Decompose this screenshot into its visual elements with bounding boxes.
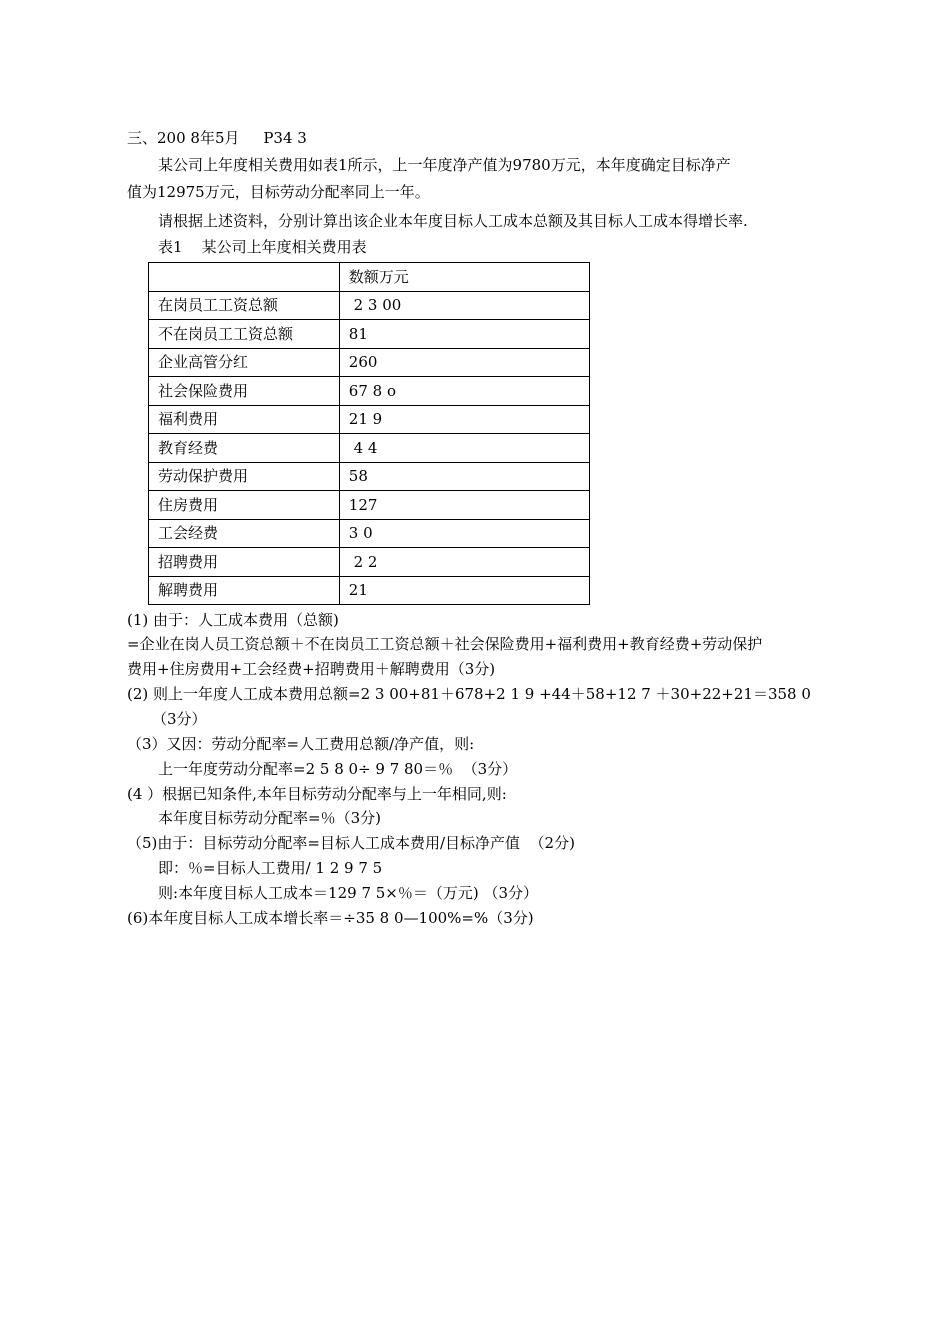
table-cell-item: 教育经费 — [149, 434, 340, 463]
table-cell-amount: 4 4 — [339, 434, 589, 463]
solution-step-1-line-3: 费用+住房费用+工会经费+招聘费用＋解聘费用（3分) — [127, 660, 496, 678]
solution-step-2-line-2: （3分） — [152, 710, 207, 728]
table-cell-amount: 3 0 — [339, 519, 589, 548]
table-cell-amount: 2 3 00 — [339, 291, 589, 320]
table-header-cell — [149, 263, 340, 292]
table-row — [149, 434, 590, 463]
table-row — [149, 377, 590, 406]
table-cell-amount: 58 — [339, 462, 589, 491]
table-row — [149, 462, 590, 491]
table-cell-amount: 21 9 — [339, 405, 589, 434]
table-row — [149, 519, 590, 548]
solution-step-5-line-2: 即：％=目标人工费用/ 1 2 9 7 5 — [158, 859, 383, 877]
table-cell-item: 招聘费用 — [149, 548, 340, 577]
table-row — [149, 491, 590, 520]
solution-step-5-line-3: 则:本年度目标人工成本＝129 7 5×％＝（万元) （3分） — [158, 884, 539, 902]
table-cell-item: 劳动保护费用 — [149, 462, 340, 491]
table-cell-amount: 260 — [339, 348, 589, 377]
solution-step-4-line-2: 本年度目标劳动分配率=％（3分) — [158, 809, 381, 827]
table-cell-amount: 67 8 o — [339, 377, 589, 406]
table-cell-item: 工会经费 — [149, 519, 340, 548]
table-row — [149, 320, 590, 349]
table-cell-item: 企业高管分红 — [149, 348, 340, 377]
table-cell-item: 在岗员工工资总额 — [149, 291, 340, 320]
solution-step-2-line-1: (2) 则上一年度人工成本费用总额=2 3 00+81＋678+2 1 9 +44＋58+12 7 ＋30+22+21＝358 0 — [127, 685, 811, 703]
solution-step-3-line-2: 上一年度劳动分配率=2 5 8 0÷ 9 7 80＝％ （3分） — [158, 760, 518, 778]
question-paragraph: 请根据上述资料，分别计算出该企业本年度目标人工成本总额及其目标人工成本得增长率. — [158, 212, 748, 230]
table-caption: 表1 某公司上年度相关费用表 — [158, 238, 367, 256]
table-cell-item: 住房费用 — [149, 491, 340, 520]
table-row — [149, 576, 590, 605]
table-cell-amount: 81 — [339, 320, 589, 349]
table-row — [149, 291, 590, 320]
table-row — [149, 348, 590, 377]
table-cell-amount: 127 — [339, 491, 589, 520]
table-header-row — [149, 263, 590, 292]
problem-paragraph-line-1: 某公司上年度相关费用如表1所示，上一年度净产值为9780万元，本年度确定目标净产 — [158, 156, 731, 174]
solution-step-4-line-1: (4 ）根据已知条件,本年目标劳动分配率与上一年相同,则: — [127, 785, 507, 803]
table-row — [149, 405, 590, 434]
solution-step-3-line-1: （3）又因：劳动分配率=人工费用总额/净产值，则: — [127, 735, 475, 753]
solution-step-6: (6)本年度目标人工成本增长率＝÷35 8 0—100%=%（3分) — [127, 909, 534, 927]
table-cell-amount: 2 2 — [339, 548, 589, 577]
table-cell-item: 福利费用 — [149, 405, 340, 434]
solution-step-1-line-2: =企业在岗人员工资总额＋不在岗员工工资总额＋社会保险费用+福利费用+教育经费+劳动保护 — [127, 635, 763, 653]
solution-step-5-line-1: （5)由于：目标劳动分配率=目标人工成本费用/目标净产值 （2分) — [127, 834, 575, 852]
table-cell-item: 不在岗员工工资总额 — [149, 320, 340, 349]
table-header-cell: 数额万元 — [339, 263, 589, 292]
solution-step-1-line-1: (1) 由于：人工成本费用（总额) — [127, 611, 339, 629]
table-row — [149, 548, 590, 577]
table-cell-item: 解聘费用 — [149, 576, 340, 605]
fee-table — [148, 262, 590, 605]
table-cell-amount: 21 — [339, 576, 589, 605]
section-heading: 三、200 8年5月 P34 3 — [127, 129, 307, 147]
table-cell-item: 社会保险费用 — [149, 377, 340, 406]
problem-paragraph-line-2: 值为12975万元，目标劳动分配率同上一年。 — [127, 183, 430, 201]
